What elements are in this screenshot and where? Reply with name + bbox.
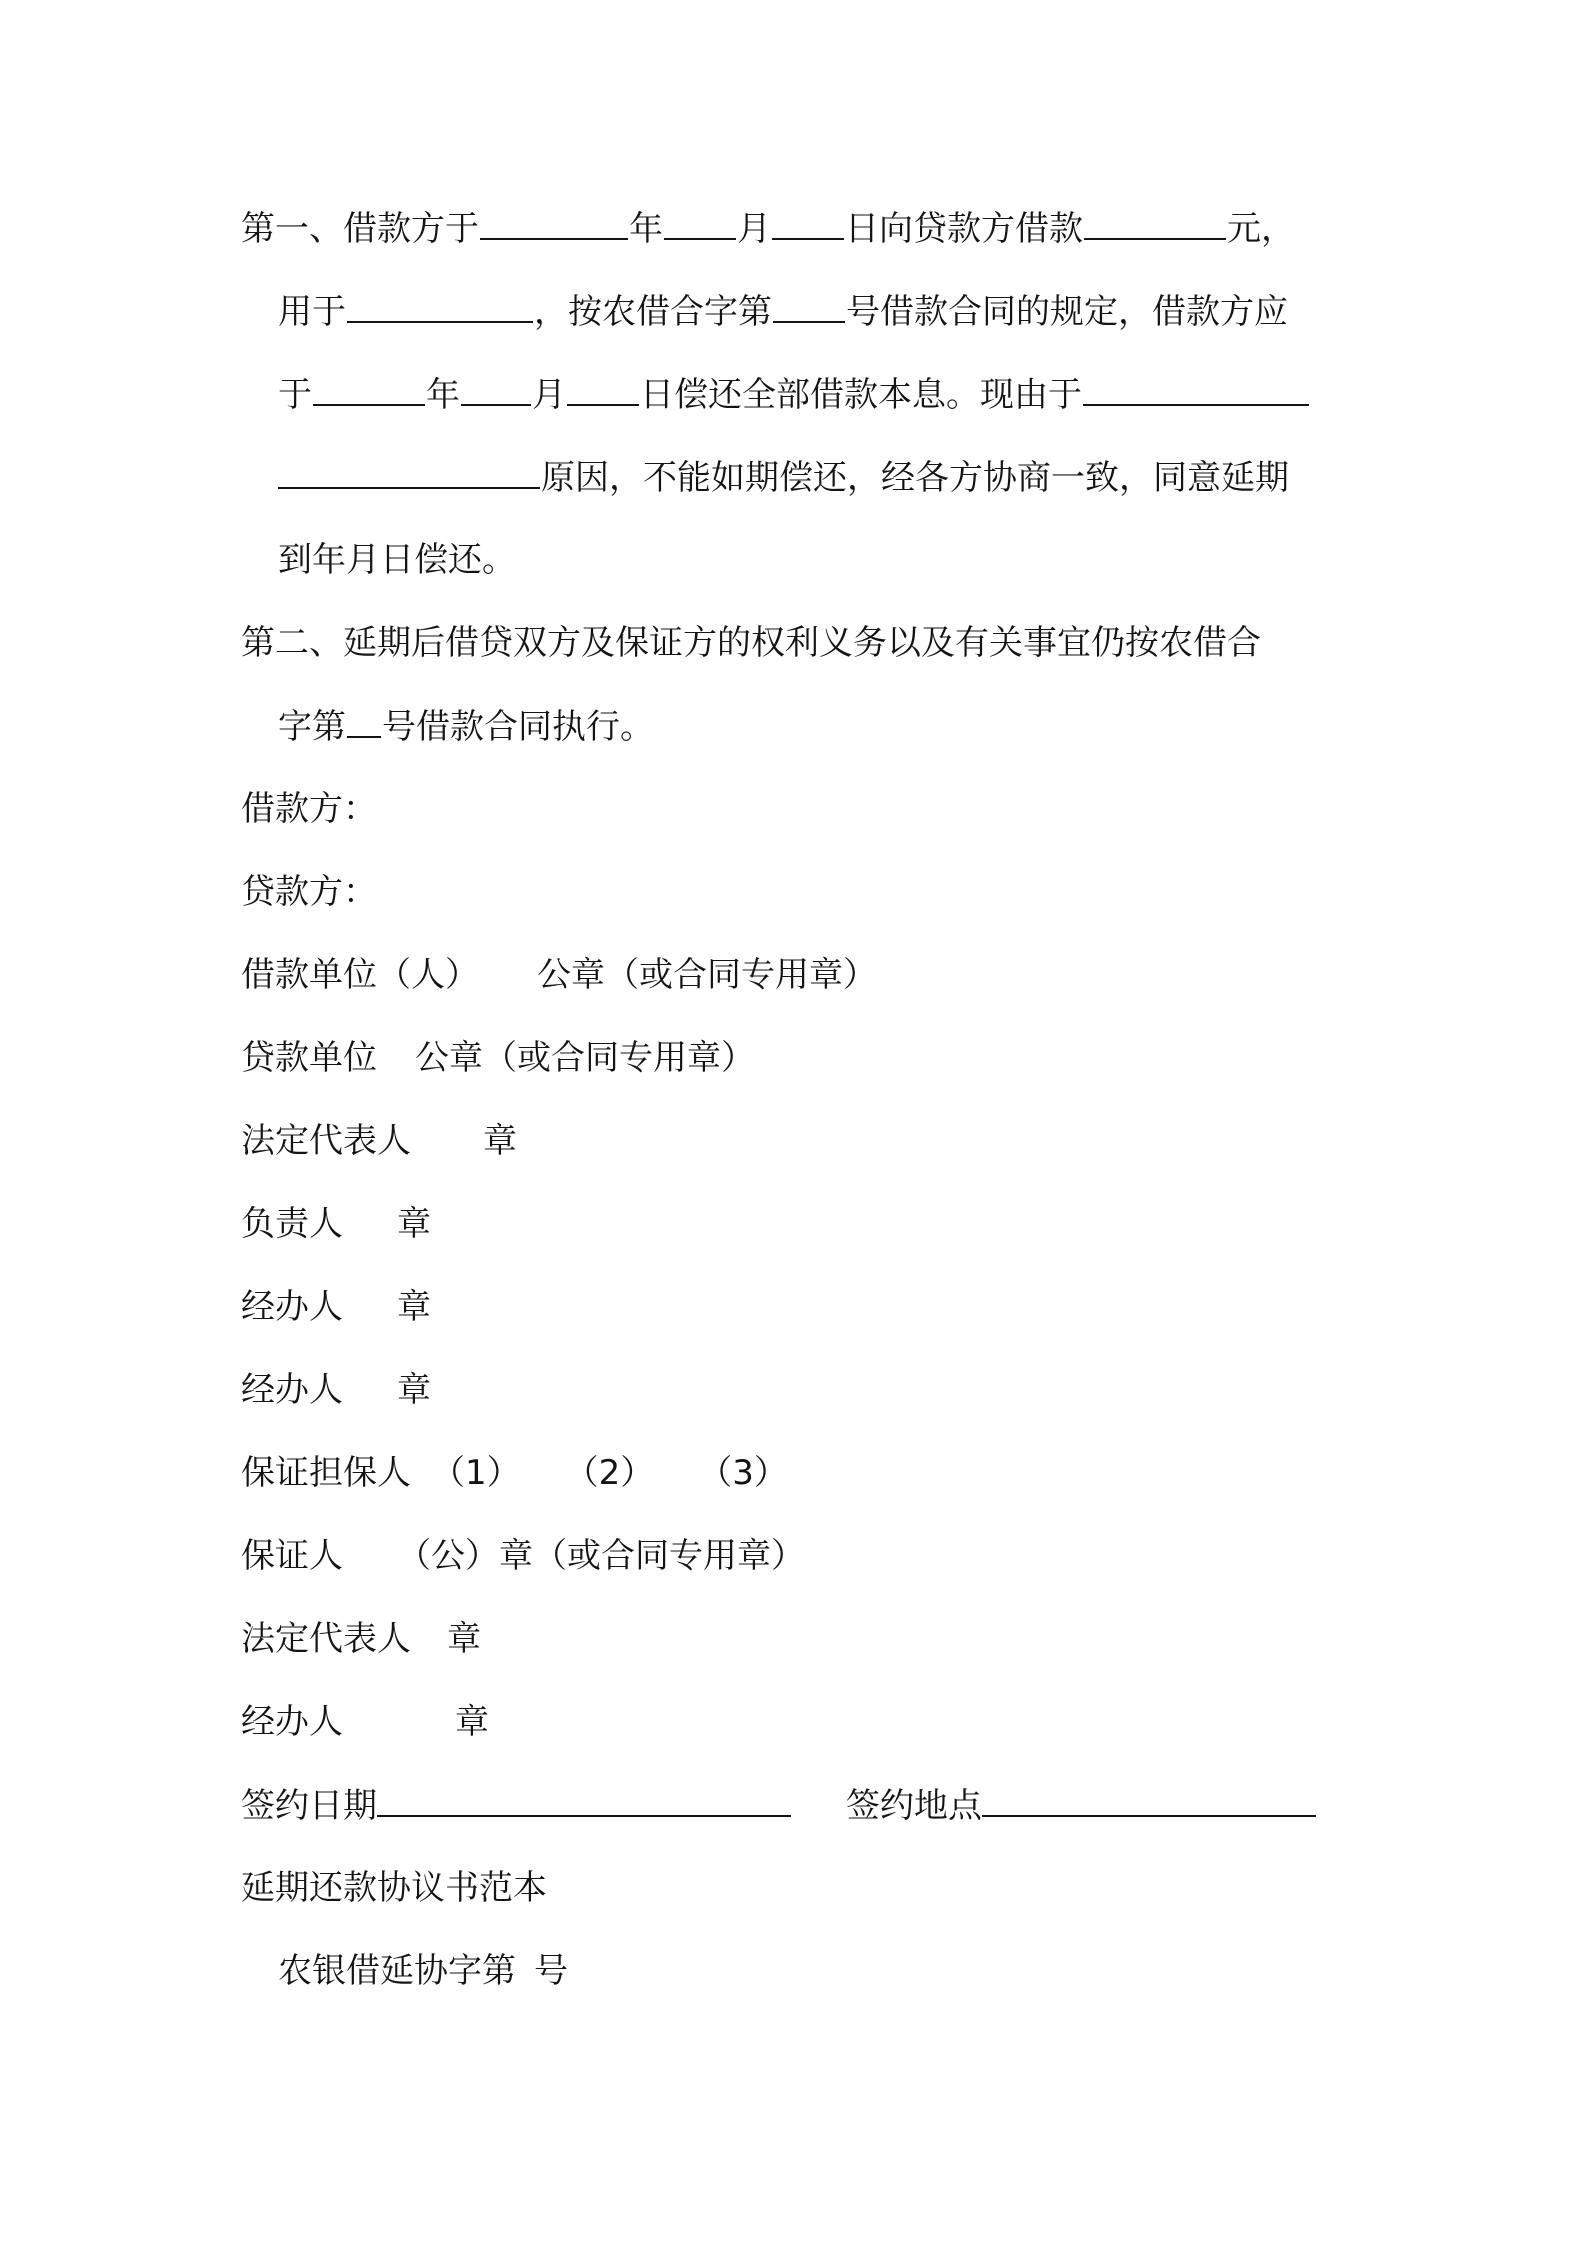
clause2-line2 — [278, 706, 654, 747]
text: 字第 — [278, 707, 346, 747]
legal-rep2-seal: 章 — [447, 1619, 481, 1659]
blank-day — [567, 374, 639, 406]
text: 日向贷款方借款 — [845, 209, 1083, 249]
blank-contract-no — [773, 291, 845, 323]
text: 元， — [1227, 209, 1295, 249]
handler2-label: 经办人 — [241, 1370, 343, 1410]
legal-rep-line — [241, 1121, 517, 1161]
agreement-number-prefix: 农银借延协字第 — [278, 1951, 516, 1991]
text: 于 — [278, 375, 312, 415]
lender-unit-seal: 公章（或合同专用章） — [415, 1038, 755, 1078]
guarantor-line — [241, 1453, 788, 1493]
guarantee-person-seal: （公）章（或合同专用章） — [397, 1536, 805, 1576]
person-in-charge-line — [241, 1204, 431, 1244]
person-in-charge-seal: 章 — [397, 1204, 431, 1244]
handler1-label: 经办人 — [241, 1287, 343, 1327]
text: 年 — [629, 209, 663, 249]
agreement-number-line — [278, 1951, 568, 1991]
agreement-title — [241, 1868, 547, 1908]
sign-date-label: 签约日期 — [241, 1786, 377, 1826]
borrower-unit-label: 借款单位（人） — [241, 955, 479, 995]
blank-reason — [1083, 374, 1309, 406]
blank-day — [772, 208, 844, 240]
borrower-line — [241, 789, 377, 829]
guarantee-person-line — [241, 1536, 805, 1576]
blank-month — [664, 208, 736, 240]
text: 月 — [532, 375, 566, 415]
text: 月 — [737, 209, 771, 249]
clause1-line5 — [278, 540, 516, 580]
guarantee-person-label: 保证人 — [241, 1536, 343, 1576]
text: 号借款合同执行。 — [382, 707, 654, 747]
legal-rep2-line — [241, 1619, 481, 1659]
clause2-line1 — [241, 623, 1261, 663]
clause1-line2 — [278, 291, 1288, 332]
borrower-unit-line — [241, 955, 877, 995]
sign-place-label: 签约地点 — [846, 1786, 982, 1826]
lender-line — [241, 872, 377, 912]
person-in-charge-label: 负责人 — [241, 1204, 343, 1244]
sign-place-blank — [982, 1785, 1316, 1817]
handler3-seal: 章 — [455, 1702, 489, 1742]
guarantor-1: （1） — [431, 1453, 521, 1493]
legal-rep-label: 法定代表人 — [241, 1121, 411, 1161]
text: 年 — [426, 375, 460, 415]
blank-purpose — [347, 291, 533, 323]
handler1-seal: 章 — [397, 1287, 431, 1327]
text: 原因，不能如期偿还，经各方协商一致，同意延期 — [541, 458, 1289, 498]
blank-contract-no — [347, 706, 381, 738]
guarantor-3: （3） — [698, 1453, 788, 1493]
guarantor-label: 保证担保人 — [241, 1453, 411, 1493]
text: 用于 — [278, 292, 346, 332]
sign-date-place-line — [241, 1785, 1317, 1826]
text: 号借款合同的规定，借款方应 — [846, 292, 1288, 332]
sign-date-blank — [377, 1785, 791, 1817]
blank-year — [313, 374, 425, 406]
clause1-line1 — [241, 208, 1295, 249]
lender-label: 贷款方： — [241, 872, 377, 912]
clause1-line3 — [278, 374, 1310, 415]
handler3-label: 经办人 — [241, 1702, 343, 1742]
handler2-line — [241, 1370, 431, 1410]
handler2-seal: 章 — [397, 1370, 431, 1410]
text: 第二、延期后借贷双方及保证方的权利义务以及有关事宜仍按农借合 — [241, 623, 1261, 663]
lender-unit-label: 贷款单位 — [241, 1038, 377, 1078]
text: 到年月日偿还。 — [278, 540, 516, 580]
blank-year — [480, 208, 628, 240]
blank-reason-cont — [278, 457, 540, 489]
blank-amount — [1084, 208, 1226, 240]
legal-rep2-label: 法定代表人 — [241, 1619, 411, 1659]
borrower-unit-seal: 公章（或合同专用章） — [537, 955, 877, 995]
blank-month — [461, 374, 531, 406]
handler3-line — [241, 1702, 489, 1742]
clause1-line4 — [278, 457, 1289, 498]
guarantor-2: （2） — [564, 1453, 655, 1493]
agreement-number-suffix: 号 — [534, 1951, 568, 1991]
text: ，按农借合字第 — [534, 292, 772, 332]
text: 日偿还全部借款本息。现由于 — [640, 375, 1082, 415]
handler1-line — [241, 1287, 431, 1327]
text: 第一、借款方于 — [241, 209, 479, 249]
agreement-title-text: 延期还款协议书范本 — [241, 1868, 547, 1908]
lender-unit-line — [241, 1038, 755, 1078]
legal-rep-seal: 章 — [483, 1121, 517, 1161]
borrower-label: 借款方： — [241, 789, 377, 829]
